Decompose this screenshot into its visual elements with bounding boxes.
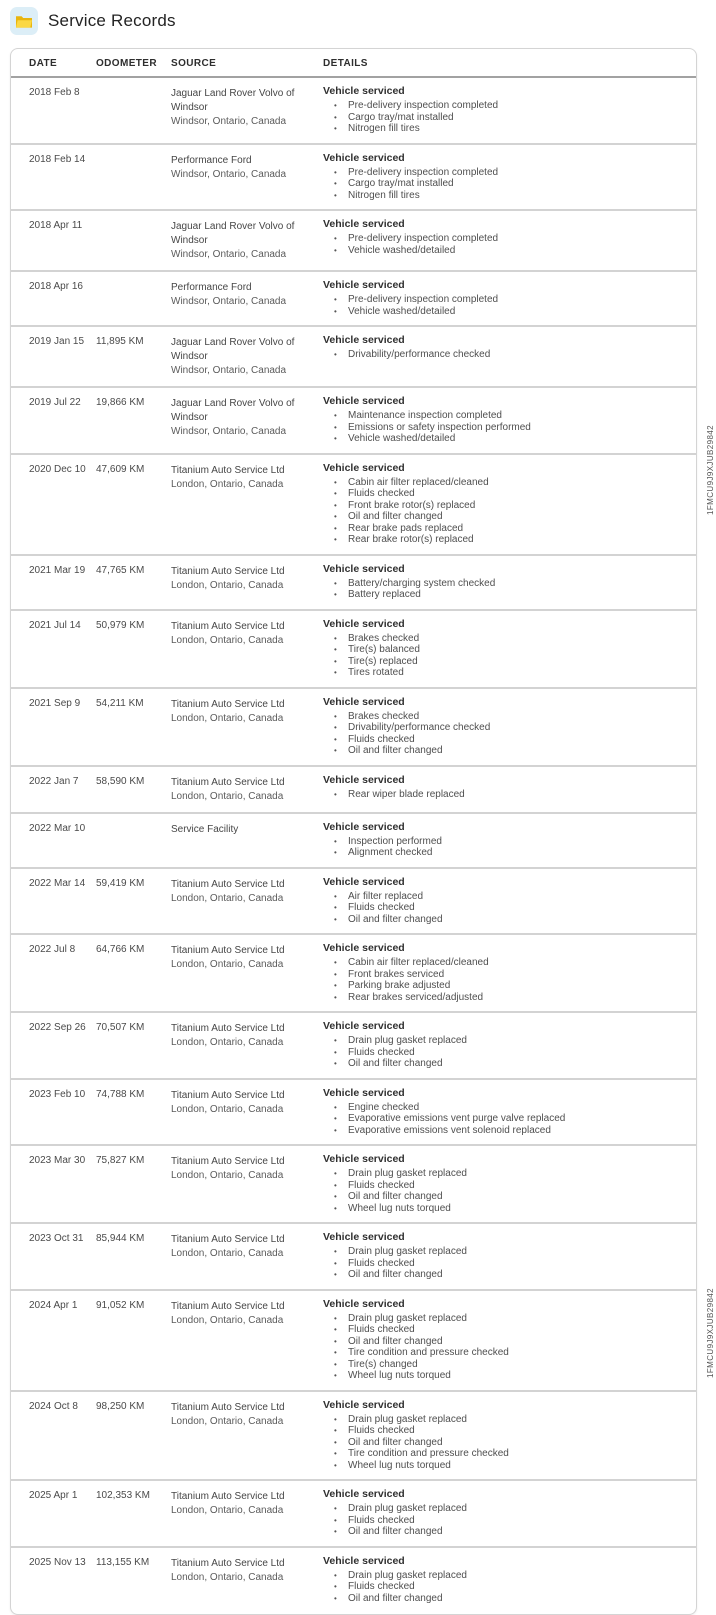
service-detail-item: • Fluids checked: [323, 488, 684, 500]
source-location: London, Ontario, Canada: [171, 892, 284, 904]
source-cell: [171, 1488, 323, 1538]
odometer-cell: 70,507 KM: [96, 1022, 145, 1033]
odometer-cell: 85,944 KM: [96, 1233, 145, 1244]
details-title: Vehicle serviced: [323, 562, 405, 575]
table-row: [11, 1548, 696, 1613]
service-detail-item: • Drain plug gasket replaced: [323, 1503, 684, 1515]
date-cell: 2022 Mar 10: [29, 822, 86, 834]
table-row: [11, 272, 696, 327]
service-detail-item: • Oil and filter changed: [323, 1269, 684, 1281]
service-detail-item: • Tire condition and pressure checked: [323, 1347, 684, 1359]
details-list: [323, 633, 684, 679]
service-detail-item: • Pre-delivery inspection completed: [323, 167, 684, 179]
details-title: Vehicle serviced: [323, 1398, 405, 1411]
service-detail-item: • Evaporative emissions vent solenoid replaced: [323, 1125, 684, 1137]
odometer-cell: 54,211 KM: [96, 697, 144, 709]
source-location: London, Ontario, Canada: [171, 634, 284, 646]
service-detail-item: • Vehicle washed/detailed: [323, 306, 684, 318]
details-title: Vehicle serviced: [323, 1153, 405, 1165]
table-row: [11, 1291, 696, 1392]
service-detail-item: • Rear brake rotor(s) replaced: [323, 534, 684, 546]
details-title: Vehicle serviced: [323, 875, 405, 888]
details-list: [323, 1035, 684, 1070]
details-list: [323, 789, 684, 801]
details-list: [323, 294, 684, 317]
odometer-cell: 75,827 KM: [96, 1155, 145, 1166]
service-detail-item: • Tire(s) balanced: [323, 644, 684, 656]
details-list: [323, 1168, 684, 1214]
date-cell: 2022 Jul 8: [29, 944, 76, 955]
service-detail-item: • Drain plug gasket replaced: [323, 1414, 684, 1426]
details-cell: [323, 218, 684, 262]
service-detail-item: • Rear brakes serviced/adjusted: [323, 992, 684, 1004]
service-detail-item: • Evaporative emissions vent purge valve replaced: [323, 1113, 684, 1125]
service-detail-item: • Cabin air filter replaced/cleaned: [323, 957, 684, 969]
source-location: London, Ontario, Canada: [171, 1170, 284, 1181]
source-cell: [171, 395, 323, 445]
service-detail-item: • Oil and filter changed: [323, 745, 684, 757]
source-location: London, Ontario, Canada: [171, 1571, 284, 1583]
service-detail-item: • Tire(s) changed: [323, 1359, 684, 1371]
source-cell: [171, 774, 323, 804]
source-location: London, Ontario, Canada: [171, 1314, 284, 1326]
service-detail-item: • Tire condition and pressure checked: [323, 1448, 684, 1460]
table-row: [11, 869, 696, 936]
table-row: [11, 814, 696, 869]
details-list: [323, 477, 684, 546]
details-cell: [323, 1087, 684, 1137]
details-title: Vehicle serviced: [323, 334, 405, 346]
table-row: [11, 78, 696, 145]
source-location: London, Ontario, Canada: [171, 1103, 284, 1115]
service-records-card: [10, 48, 697, 1615]
date-cell: 2019 Jan 15: [29, 336, 85, 347]
source-name: Titanium Auto Service Ltd: [171, 1401, 285, 1413]
details-list: [323, 891, 684, 926]
odometer-cell: 58,590 KM: [96, 775, 145, 787]
service-detail-item: • Rear brake pads replaced: [323, 523, 684, 535]
source-location: Windsor, Ontario, Canada: [171, 296, 287, 307]
date-cell: 2021 Sep 9: [29, 697, 81, 709]
details-list: [323, 1313, 684, 1382]
service-detail-item: • Front brake rotor(s) replaced: [323, 500, 684, 512]
date-cell: 2025 Apr 1: [29, 1490, 78, 1501]
date-cell: 2018 Feb 8: [29, 87, 80, 98]
source-cell: [171, 1020, 323, 1070]
odometer-cell: [96, 821, 171, 859]
source-location: Windsor, Ontario, Canada: [171, 426, 287, 437]
service-detail-item: • Cabin air filter replaced/cleaned: [323, 477, 684, 489]
details-title: Vehicle serviced: [323, 279, 405, 291]
details-list: [323, 167, 684, 202]
source-location: London, Ontario, Canada: [171, 579, 284, 591]
details-cell: [323, 1399, 684, 1472]
service-detail-item: • Fluids checked: [323, 1581, 684, 1593]
service-detail-item: • Engine checked: [323, 1102, 684, 1114]
details-title: Vehicle serviced: [323, 1020, 405, 1032]
source-cell: [171, 876, 323, 926]
source-cell: [171, 942, 323, 1003]
service-detail-item: • Fluids checked: [323, 1258, 684, 1270]
details-list: [323, 1414, 684, 1472]
table-row: [11, 1481, 696, 1548]
details-cell: [323, 1020, 684, 1070]
details-cell: [323, 1488, 684, 1538]
service-detail-item: • Fluids checked: [323, 1180, 684, 1192]
service-detail-item: • Maintenance inspection completed: [323, 410, 684, 422]
details-title: Vehicle serviced: [323, 773, 405, 786]
service-detail-item: • Fluids checked: [323, 902, 684, 914]
source-name: Titanium Auto Service Ltd: [171, 776, 285, 788]
source-name: Titanium Auto Service Ltd: [171, 1491, 285, 1502]
table-row: [11, 689, 696, 767]
details-cell: [323, 462, 684, 546]
table-row: [11, 1013, 696, 1080]
column-header-date: DATE: [29, 58, 58, 69]
details-cell: [323, 618, 684, 679]
details-list: [323, 578, 684, 601]
source-name: Titanium Auto Service Ltd: [171, 1089, 285, 1101]
source-name: Titanium Auto Service Ltd: [171, 620, 285, 632]
details-list: [323, 1246, 684, 1281]
service-detail-item: • Oil and filter changed: [323, 1191, 684, 1203]
service-detail-item: • Drain plug gasket replaced: [323, 1168, 684, 1180]
vin-vertical-text: 1FMCU9J9XJUB29842: [706, 425, 715, 515]
odometer-cell: 11,895 KM: [96, 336, 144, 347]
odometer-cell: 59,419 KM: [96, 877, 145, 889]
details-cell: [323, 85, 684, 135]
source-location: London, Ontario, Canada: [171, 959, 284, 970]
table-row: [11, 1392, 696, 1482]
details-cell: [323, 1555, 684, 1605]
service-detail-item: • Wheel lug nuts torqued: [323, 1203, 684, 1215]
service-detail-item: • Inspection performed: [323, 836, 684, 848]
date-cell: 2023 Feb 10: [29, 1088, 86, 1100]
service-detail-item: • Brakes checked: [323, 633, 684, 645]
odometer-cell: [96, 218, 171, 262]
details-title: Vehicle serviced: [323, 395, 405, 407]
details-title: Vehicle serviced: [323, 695, 405, 708]
source-location: Windsor, Ontario, Canada: [171, 249, 287, 260]
source-name: Titanium Auto Service Ltd: [171, 1557, 285, 1569]
source-cell: [171, 563, 323, 601]
source-location: London, Ontario, Canada: [171, 1037, 284, 1048]
service-detail-item: • Drivability/performance checked: [323, 349, 684, 361]
service-detail-item: • Oil and filter changed: [323, 1336, 684, 1348]
service-detail-item: • Wheel lug nuts torqued: [323, 1460, 684, 1472]
details-cell: [323, 563, 684, 601]
source-name: Jaguar Land Rover Volvo of Windsor: [171, 88, 295, 113]
odometer-cell: 47,765 KM: [96, 564, 145, 576]
odometer-cell: 113,155 KM: [96, 1556, 150, 1568]
service-detail-item: • Drain plug gasket replaced: [323, 1313, 684, 1325]
details-cell: [323, 334, 684, 378]
details-cell: [323, 1231, 684, 1281]
odometer-cell: 102,353 KM: [96, 1490, 150, 1501]
source-cell: [171, 152, 323, 202]
odometer-cell: 47,609 KM: [96, 463, 145, 475]
service-detail-item: • Tire(s) replaced: [323, 656, 684, 668]
service-detail-item: • Alignment checked: [323, 847, 684, 859]
source-location: Windsor, Ontario, Canada: [171, 116, 287, 127]
page-title: Service Records: [48, 11, 176, 30]
source-location: London, Ontario, Canada: [171, 1415, 284, 1427]
table-row: [11, 455, 696, 556]
source-cell: [171, 462, 323, 546]
table-row: [11, 1080, 696, 1147]
details-title: Vehicle serviced: [323, 461, 405, 474]
source-location: Windsor, Ontario, Canada: [171, 168, 287, 180]
odometer-cell: 74,788 KM: [96, 1088, 145, 1100]
odometer-cell: 98,250 KM: [96, 1400, 145, 1412]
service-detail-item: • Drain plug gasket replaced: [323, 1570, 684, 1582]
details-title: Vehicle serviced: [323, 1488, 405, 1500]
table-row: [11, 767, 696, 814]
details-cell: [323, 1153, 684, 1214]
source-cell: [171, 279, 323, 317]
source-cell: [171, 218, 323, 262]
table-body: [11, 78, 696, 1612]
service-detail-item: • Pre-delivery inspection completed: [323, 100, 684, 112]
table-row: [11, 327, 696, 388]
date-cell: 2022 Mar 14: [29, 877, 86, 889]
details-list: [323, 410, 684, 445]
source-cell: [171, 1153, 323, 1214]
source-location: Windsor, Ontario, Canada: [171, 365, 287, 376]
service-detail-item: • Battery replaced: [323, 589, 684, 601]
source-cell: [171, 696, 323, 757]
source-cell: [171, 1087, 323, 1137]
service-detail-item: • Oil and filter changed: [323, 1437, 684, 1449]
service-detail-item: • Oil and filter changed: [323, 1593, 684, 1605]
details-cell: [323, 942, 684, 1003]
service-detail-item: • Vehicle washed/detailed: [323, 433, 684, 445]
details-title: Vehicle serviced: [323, 820, 405, 833]
service-detail-item: • Fluids checked: [323, 1425, 684, 1437]
date-cell: 2023 Oct 31: [29, 1233, 84, 1244]
source-cell: [171, 1399, 323, 1472]
details-cell: [323, 279, 684, 317]
source-name: Service Facility: [171, 823, 239, 835]
service-detail-item: • Wheel lug nuts torqued: [323, 1370, 684, 1382]
details-list: [323, 349, 684, 361]
details-cell: [323, 1298, 684, 1382]
source-name: Performance Ford: [171, 282, 252, 293]
details-list: [323, 957, 684, 1003]
details-cell: [323, 774, 684, 804]
table-row: [11, 211, 696, 272]
service-detail-item: • Drain plug gasket replaced: [323, 1035, 684, 1047]
date-cell: 2022 Sep 26: [29, 1022, 86, 1033]
table-row: [11, 388, 696, 455]
section-header: [10, 7, 176, 35]
details-cell: [323, 152, 684, 202]
details-list: [323, 836, 684, 859]
source-name: Titanium Auto Service Ltd: [171, 1300, 285, 1312]
date-cell: 2025 Nov 13: [29, 1556, 86, 1568]
source-location: London, Ontario, Canada: [171, 790, 284, 802]
details-list: [323, 1570, 684, 1605]
source-name: Jaguar Land Rover Volvo of Windsor: [171, 221, 295, 246]
details-title: Vehicle serviced: [323, 151, 405, 164]
details-cell: [323, 821, 684, 859]
service-detail-item: • Oil and filter changed: [323, 1526, 684, 1538]
source-cell: [171, 1298, 323, 1382]
details-title: Vehicle serviced: [323, 85, 405, 97]
service-detail-item: • Pre-delivery inspection completed: [323, 294, 684, 306]
column-header-source: SOURCE: [171, 58, 217, 69]
odometer-cell: [96, 152, 171, 202]
odometer-cell: 19,866 KM: [96, 397, 145, 408]
details-title: Vehicle serviced: [323, 1231, 405, 1243]
date-cell: 2023 Mar 30: [29, 1155, 86, 1166]
source-name: Titanium Auto Service Ltd: [171, 1023, 285, 1034]
details-title: Vehicle serviced: [323, 942, 405, 954]
details-list: [323, 1102, 684, 1137]
service-detail-item: • Oil and filter changed: [323, 511, 684, 523]
source-location: London, Ontario, Canada: [171, 1505, 284, 1516]
source-location: London, Ontario, Canada: [171, 478, 284, 490]
details-list: [323, 1503, 684, 1538]
date-cell: 2018 Apr 16: [29, 281, 83, 292]
service-detail-item: • Fluids checked: [323, 1515, 684, 1527]
table-row: [11, 145, 696, 212]
service-detail-item: • Front brakes serviced: [323, 969, 684, 981]
details-cell: [323, 876, 684, 926]
details-list: [323, 233, 684, 256]
source-cell: [171, 618, 323, 679]
table-row: [11, 1146, 696, 1224]
odometer-cell: [96, 85, 171, 135]
source-cell: [171, 85, 323, 135]
service-detail-item: • Nitrogen fill tires: [323, 190, 684, 202]
service-detail-item: • Nitrogen fill tires: [323, 123, 684, 135]
table-row: [11, 611, 696, 689]
source-location: London, Ontario, Canada: [171, 1248, 284, 1259]
date-cell: 2024 Oct 8: [29, 1400, 78, 1412]
table-header-row: [11, 49, 696, 78]
service-detail-item: • Fluids checked: [323, 734, 684, 746]
odometer-cell: 91,052 KM: [96, 1299, 145, 1311]
service-detail-item: • Parking brake adjusted: [323, 980, 684, 992]
service-detail-item: • Drain plug gasket replaced: [323, 1246, 684, 1258]
date-cell: 2021 Mar 19: [29, 564, 86, 576]
service-detail-item: • Emissions or safety inspection performed: [323, 422, 684, 434]
source-name: Titanium Auto Service Ltd: [171, 1234, 285, 1245]
service-detail-item: • Oil and filter changed: [323, 914, 684, 926]
details-list: [323, 100, 684, 135]
service-detail-item: • Brakes checked: [323, 711, 684, 723]
details-title: Vehicle serviced: [323, 218, 405, 230]
source-name: Titanium Auto Service Ltd: [171, 565, 285, 577]
source-name: Titanium Auto Service Ltd: [171, 945, 285, 956]
details-title: Vehicle serviced: [323, 1554, 405, 1567]
source-cell: [171, 334, 323, 378]
service-detail-item: • Pre-delivery inspection completed: [323, 233, 684, 245]
source-name: Titanium Auto Service Ltd: [171, 464, 285, 476]
source-name: Jaguar Land Rover Volvo of Windsor: [171, 398, 295, 423]
service-detail-item: • Cargo tray/mat installed: [323, 178, 684, 190]
service-detail-item: • Tires rotated: [323, 667, 684, 679]
date-cell: 2018 Apr 11: [29, 220, 83, 231]
column-header-odometer: ODOMETER: [96, 58, 157, 69]
vin-vertical-text: 1FMCU9J9XJUB29842: [706, 1288, 715, 1378]
details-cell: [323, 395, 684, 445]
column-header-details: DETAILS: [323, 58, 368, 69]
source-cell: [171, 821, 323, 859]
date-cell: 2024 Apr 1: [29, 1299, 78, 1311]
service-detail-item: • Fluids checked: [323, 1047, 684, 1059]
date-cell: 2022 Jan 7: [29, 775, 79, 787]
service-records-folder-icon: [10, 7, 38, 35]
odometer-cell: 64,766 KM: [96, 944, 145, 955]
table-row: [11, 935, 696, 1013]
service-detail-item: • Cargo tray/mat installed: [323, 112, 684, 124]
table-row: [11, 556, 696, 611]
date-cell: 2019 Jul 22: [29, 397, 81, 408]
details-cell: [323, 696, 684, 757]
service-detail-item: • Drivability/performance checked: [323, 722, 684, 734]
source-name: Jaguar Land Rover Volvo of Windsor: [171, 337, 295, 362]
source-name: Titanium Auto Service Ltd: [171, 698, 285, 710]
service-detail-item: • Rear wiper blade replaced: [323, 789, 684, 801]
service-detail-item: • Battery/charging system checked: [323, 578, 684, 590]
details-title: Vehicle serviced: [323, 1086, 405, 1099]
table-row: [11, 1224, 696, 1291]
date-cell: 2020 Dec 10: [29, 463, 86, 475]
details-title: Vehicle serviced: [323, 617, 405, 630]
source-name: Titanium Auto Service Ltd: [171, 1156, 285, 1167]
date-cell: 2018 Feb 14: [29, 153, 86, 165]
odometer-cell: 50,979 KM: [96, 619, 145, 631]
source-name: Titanium Auto Service Ltd: [171, 878, 285, 890]
service-detail-item: • Vehicle washed/detailed: [323, 245, 684, 257]
source-location: London, Ontario, Canada: [171, 712, 284, 724]
details-title: Vehicle serviced: [323, 1297, 405, 1310]
service-detail-item: • Air filter replaced: [323, 891, 684, 903]
source-cell: [171, 1555, 323, 1605]
details-list: [323, 711, 684, 757]
source-cell: [171, 1231, 323, 1281]
service-detail-item: • Fluids checked: [323, 1324, 684, 1336]
date-cell: 2021 Jul 14: [29, 619, 81, 631]
service-detail-item: • Oil and filter changed: [323, 1058, 684, 1070]
source-name: Performance Ford: [171, 154, 252, 166]
odometer-cell: [96, 279, 171, 317]
